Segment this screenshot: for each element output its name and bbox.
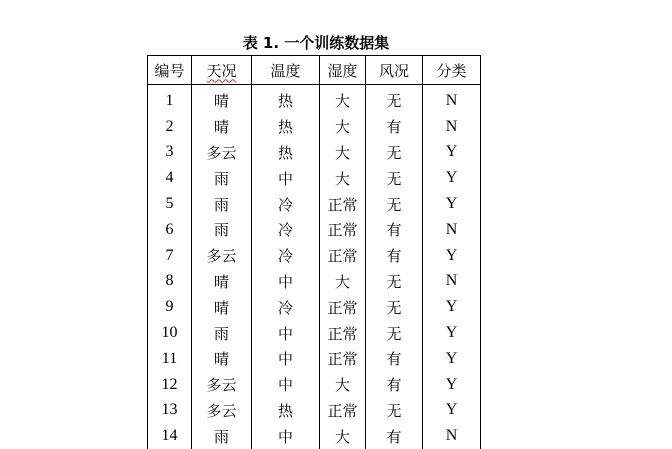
cell-outlook: 雨 bbox=[192, 423, 252, 449]
cell-humidity: 正常 bbox=[320, 294, 366, 320]
table-row bbox=[148, 398, 481, 424]
cell-outlook: 晴 bbox=[192, 346, 252, 372]
table-row bbox=[148, 165, 481, 191]
cell-wind: 无 bbox=[366, 85, 423, 114]
cell-humidity: 正常 bbox=[320, 191, 366, 217]
cell-class: Y bbox=[423, 140, 481, 166]
table-row bbox=[148, 294, 481, 320]
table-row bbox=[148, 85, 481, 114]
cell-id: 9 bbox=[148, 294, 192, 320]
table-row bbox=[148, 243, 481, 269]
cell-class: Y bbox=[423, 346, 481, 372]
cell-temperature: 热 bbox=[252, 85, 320, 114]
cell-id: 2 bbox=[148, 114, 192, 140]
cell-humidity: 大 bbox=[320, 165, 366, 191]
cell-temperature: 热 bbox=[252, 398, 320, 424]
cell-wind: 无 bbox=[366, 398, 423, 424]
header-humidity: 湿度 bbox=[320, 56, 366, 85]
header-wind: 风况 bbox=[366, 56, 423, 85]
cell-temperature: 冷 bbox=[252, 217, 320, 243]
cell-humidity: 正常 bbox=[320, 243, 366, 269]
cell-class: N bbox=[423, 114, 481, 140]
header-class: 分类 bbox=[423, 56, 481, 85]
cell-outlook: 晴 bbox=[192, 294, 252, 320]
cell-outlook: 雨 bbox=[192, 191, 252, 217]
table-row bbox=[148, 423, 481, 449]
table-row bbox=[148, 346, 481, 372]
table-row bbox=[148, 269, 481, 295]
cell-outlook: 晴 bbox=[192, 85, 252, 114]
cell-temperature: 冷 bbox=[252, 294, 320, 320]
cell-wind: 无 bbox=[366, 140, 423, 166]
cell-temperature: 冷 bbox=[252, 243, 320, 269]
cell-id: 12 bbox=[148, 372, 192, 398]
cell-temperature: 中 bbox=[252, 320, 320, 346]
cell-humidity: 正常 bbox=[320, 398, 366, 424]
cell-humidity: 大 bbox=[320, 85, 366, 114]
cell-outlook: 雨 bbox=[192, 165, 252, 191]
table-body bbox=[148, 85, 481, 449]
cell-temperature: 冷 bbox=[252, 191, 320, 217]
cell-class: Y bbox=[423, 372, 481, 398]
cell-temperature: 中 bbox=[252, 372, 320, 398]
cell-humidity: 大 bbox=[320, 423, 366, 449]
table-row bbox=[148, 372, 481, 398]
cell-wind: 无 bbox=[366, 191, 423, 217]
cell-humidity: 大 bbox=[320, 114, 366, 140]
cell-humidity: 大 bbox=[320, 140, 366, 166]
table-row bbox=[148, 140, 481, 166]
cell-outlook: 多云 bbox=[192, 372, 252, 398]
training-data-table bbox=[147, 55, 481, 449]
cell-wind: 有 bbox=[366, 346, 423, 372]
cell-class: N bbox=[423, 423, 481, 449]
cell-class: N bbox=[423, 217, 481, 243]
cell-temperature: 中 bbox=[252, 269, 320, 295]
cell-temperature: 热 bbox=[252, 114, 320, 140]
header-row bbox=[148, 56, 481, 85]
table-row bbox=[148, 320, 481, 346]
cell-humidity: 正常 bbox=[320, 346, 366, 372]
header-outlook-label: 天况 bbox=[206, 62, 236, 80]
cell-outlook: 多云 bbox=[192, 398, 252, 424]
table-row bbox=[148, 114, 481, 140]
cell-class: Y bbox=[423, 243, 481, 269]
header-id: 编号 bbox=[148, 56, 192, 85]
cell-id: 1 bbox=[148, 85, 192, 114]
cell-wind: 有 bbox=[366, 217, 423, 243]
header-temperature: 温度 bbox=[252, 56, 320, 85]
cell-wind: 无 bbox=[366, 320, 423, 346]
cell-id: 10 bbox=[148, 320, 192, 346]
cell-temperature: 中 bbox=[252, 346, 320, 372]
cell-class: Y bbox=[423, 191, 481, 217]
table-header bbox=[148, 56, 481, 85]
cell-class: Y bbox=[423, 320, 481, 346]
table-row bbox=[148, 217, 481, 243]
cell-id: 8 bbox=[148, 269, 192, 295]
table-caption: 表 1. 一个训练数据集 bbox=[0, 34, 632, 52]
cell-wind: 无 bbox=[366, 294, 423, 320]
cell-wind: 有 bbox=[366, 243, 423, 269]
cell-outlook: 多云 bbox=[192, 243, 252, 269]
cell-id: 14 bbox=[148, 423, 192, 449]
cell-outlook: 晴 bbox=[192, 269, 252, 295]
cell-id: 4 bbox=[148, 165, 192, 191]
cell-humidity: 大 bbox=[320, 372, 366, 398]
cell-outlook: 雨 bbox=[192, 320, 252, 346]
cell-temperature: 中 bbox=[252, 165, 320, 191]
cell-outlook: 多云 bbox=[192, 140, 252, 166]
cell-wind: 无 bbox=[366, 269, 423, 295]
cell-wind: 有 bbox=[366, 114, 423, 140]
cell-id: 6 bbox=[148, 217, 192, 243]
cell-wind: 无 bbox=[366, 165, 423, 191]
cell-humidity: 大 bbox=[320, 269, 366, 295]
cell-outlook: 雨 bbox=[192, 217, 252, 243]
cell-id: 5 bbox=[148, 191, 192, 217]
cell-temperature: 热 bbox=[252, 140, 320, 166]
cell-class: Y bbox=[423, 294, 481, 320]
cell-id: 11 bbox=[148, 346, 192, 372]
cell-id: 3 bbox=[148, 140, 192, 166]
cell-id: 13 bbox=[148, 398, 192, 424]
cell-humidity: 正常 bbox=[320, 217, 366, 243]
cell-class: N bbox=[423, 269, 481, 295]
cell-class: N bbox=[423, 85, 481, 114]
cell-temperature: 中 bbox=[252, 423, 320, 449]
cell-outlook: 晴 bbox=[192, 114, 252, 140]
header-outlook bbox=[192, 56, 252, 85]
table-row bbox=[148, 191, 481, 217]
cell-humidity: 正常 bbox=[320, 320, 366, 346]
cell-wind: 有 bbox=[366, 423, 423, 449]
cell-class: Y bbox=[423, 165, 481, 191]
cell-id: 7 bbox=[148, 243, 192, 269]
cell-class: Y bbox=[423, 398, 481, 424]
cell-wind: 有 bbox=[366, 372, 423, 398]
